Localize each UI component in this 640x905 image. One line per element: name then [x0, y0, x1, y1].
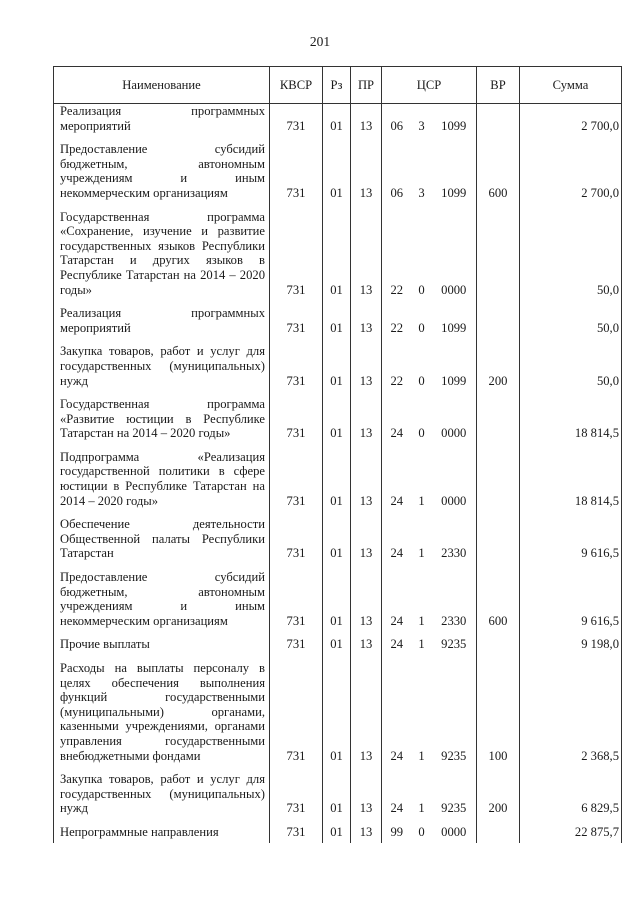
row-kvsr: 731: [270, 661, 323, 772]
header-kvsr: КВСР: [270, 67, 323, 104]
row-pr: 13: [351, 570, 382, 637]
header-sum: Сумма: [520, 67, 622, 104]
row-csr-subprogram: 0: [418, 426, 425, 441]
row-csr-program: 24: [390, 748, 404, 763]
row-name: Обеспечение деятельности Общественной палаты Республики Татарстан: [54, 517, 270, 570]
table-row: [54, 661, 622, 772]
row-csr-program: 24: [390, 613, 404, 628]
row-vr: [477, 306, 520, 344]
table-row: [54, 397, 622, 450]
row-name: Предоставление субсидий бюджетным, автономным учреждениям и иным некоммерческим организациям: [54, 142, 270, 209]
row-sum: 50,0: [520, 210, 622, 307]
row-csr-program: 06: [390, 118, 404, 133]
row-kvsr: 731: [270, 825, 323, 843]
table-row: [54, 450, 622, 517]
row-vr: 200: [477, 344, 520, 397]
row-csr-direction: 0000: [432, 397, 477, 450]
row-csr-program: 22: [390, 320, 404, 335]
row-sum: 50,0: [520, 306, 622, 344]
header-csr: ЦСР: [382, 67, 477, 104]
row-vr: [477, 517, 520, 570]
row-csr-subprogram: 1: [418, 546, 425, 561]
row-name: Прочие выплаты: [54, 637, 270, 661]
row-csr-direction: 0000: [432, 825, 477, 843]
row-csr-program: 22: [390, 373, 404, 388]
row-vr: 600: [477, 142, 520, 209]
row-name: Реализация программных мероприятий: [54, 104, 270, 143]
row-pr: 13: [351, 344, 382, 397]
row-rz: 01: [323, 397, 351, 450]
header-vr: ВР: [477, 67, 520, 104]
row-kvsr: 731: [270, 637, 323, 661]
row-csr-subprogram: 3: [418, 118, 425, 133]
row-kvsr: 731: [270, 306, 323, 344]
row-csr-program: 24: [390, 637, 404, 652]
row-sum: 2 368,5: [520, 661, 622, 772]
row-rz: 01: [323, 210, 351, 307]
row-csr-subprogram: 3: [418, 185, 425, 200]
row-rz: 01: [323, 517, 351, 570]
row-sum: 6 829,5: [520, 772, 622, 825]
row-vr: [477, 210, 520, 307]
row-csr-direction: 9235: [432, 772, 477, 825]
row-rz: 01: [323, 450, 351, 517]
row-csr-direction: 1099: [432, 306, 477, 344]
row-sum: 22 875,7: [520, 825, 622, 843]
row-pr: 13: [351, 104, 382, 143]
row-sum: 9 616,5: [520, 570, 622, 637]
row-rz: 01: [323, 570, 351, 637]
row-pr: 13: [351, 397, 382, 450]
row-csr-direction: 2330: [432, 570, 477, 637]
row-name: Закупка товаров, работ и услуг для государственных (муниципальных) нужд: [54, 344, 270, 397]
table-row: [54, 142, 622, 209]
row-kvsr: 731: [270, 772, 323, 825]
row-pr: 13: [351, 825, 382, 843]
table-row: [54, 344, 622, 397]
row-pr: 13: [351, 772, 382, 825]
table-header: [54, 67, 622, 104]
row-csr-subprogram: 1: [418, 748, 425, 763]
row-csr-program: 99: [390, 824, 404, 839]
row-rz: 01: [323, 661, 351, 772]
row-pr: 13: [351, 142, 382, 209]
row-vr: [477, 397, 520, 450]
row-csr-subprogram: 1: [418, 493, 425, 508]
header-pr: ПР: [351, 67, 382, 104]
header-name: Наименование: [54, 67, 270, 104]
row-pr: 13: [351, 661, 382, 772]
row-csr-direction: 0000: [432, 450, 477, 517]
table-row: [54, 825, 622, 843]
row-sum: 2 700,0: [520, 104, 622, 143]
row-csr-direction: 1099: [432, 142, 477, 209]
row-vr: 100: [477, 661, 520, 772]
row-csr-program: 06: [390, 185, 404, 200]
row-sum: 9 616,5: [520, 517, 622, 570]
row-csr-subprogram: 0: [418, 282, 425, 297]
row-vr: [477, 450, 520, 517]
row-rz: 01: [323, 142, 351, 209]
row-rz: 01: [323, 825, 351, 843]
row-kvsr: 731: [270, 397, 323, 450]
row-vr: [477, 104, 520, 143]
row-csr-program: 24: [390, 801, 404, 816]
table-row: [54, 517, 622, 570]
row-kvsr: 731: [270, 210, 323, 307]
table-row: [54, 306, 622, 344]
row-rz: 01: [323, 306, 351, 344]
row-vr: [477, 825, 520, 843]
row-name: Предоставление субсидий бюджетным, автономным учреждениям и иным некоммерческим организациям: [54, 570, 270, 637]
row-csr-program: 24: [390, 546, 404, 561]
row-sum: 18 814,5: [520, 397, 622, 450]
row-rz: 01: [323, 344, 351, 397]
row-csr-subprogram: 1: [418, 637, 425, 652]
row-vr: 200: [477, 772, 520, 825]
table-row: [54, 772, 622, 825]
row-csr-subprogram: 1: [418, 613, 425, 628]
row-csr-direction: 0000: [432, 210, 477, 307]
table-row: [54, 637, 622, 661]
page-number: 201: [309, 34, 331, 49]
row-kvsr: 731: [270, 570, 323, 637]
row-pr: 13: [351, 210, 382, 307]
row-name: Государственная программа «Развитие юстиции в Республике Татарстан на 2014 – 2020 годы»: [54, 397, 270, 450]
row-csr-direction: 1099: [432, 104, 477, 143]
row-csr-direction: 9235: [432, 661, 477, 772]
row-pr: 13: [351, 637, 382, 661]
table-row: [54, 104, 622, 143]
row-csr-program: 22: [390, 282, 404, 297]
row-name: Подпрограмма «Реализация государственной политики в сфере юстиции в Республике Татарстан на 2014 – 2020 годы»: [54, 450, 270, 517]
row-csr-subprogram: 0: [418, 320, 425, 335]
row-csr-direction: 2330: [432, 517, 477, 570]
row-name: Государственная программа «Сохранение, изучение и развитие государственных языков Республики Татарстан и других языков в Республике Татарстан на 2014 – 2020 годы»: [54, 210, 270, 307]
table-row: [54, 210, 622, 307]
header-rz: Рз: [323, 67, 351, 104]
row-csr-program: 24: [390, 493, 404, 508]
row-rz: 01: [323, 637, 351, 661]
row-rz: 01: [323, 104, 351, 143]
budget-table: [53, 66, 622, 843]
row-csr-program: 24: [390, 426, 404, 441]
row-name: Непрограммные направления: [54, 825, 270, 843]
row-rz: 01: [323, 772, 351, 825]
row-kvsr: 731: [270, 450, 323, 517]
table-row: [54, 570, 622, 637]
row-name: Закупка товаров, работ и услуг для государственных (муниципальных) нужд: [54, 772, 270, 825]
row-sum: 9 198,0: [520, 637, 622, 661]
row-csr-subprogram: 0: [418, 373, 425, 388]
row-vr: 600: [477, 570, 520, 637]
row-name: Расходы на выплаты персоналу в целях обеспечения выполнения функций государственными (муниципальными) органами, казенными учреждениями, органами управления государственными внебюджетными фондами: [54, 661, 270, 772]
row-pr: 13: [351, 306, 382, 344]
row-csr-subprogram: 1: [418, 801, 425, 816]
row-csr-direction: 9235: [432, 637, 477, 661]
row-pr: 13: [351, 450, 382, 517]
row-sum: 50,0: [520, 344, 622, 397]
row-kvsr: 731: [270, 344, 323, 397]
row-kvsr: 731: [270, 104, 323, 143]
row-csr-direction: 1099: [432, 344, 477, 397]
row-sum: 18 814,5: [520, 450, 622, 517]
row-name: Реализация программных мероприятий: [54, 306, 270, 344]
row-vr: [477, 637, 520, 661]
row-sum: 2 700,0: [520, 142, 622, 209]
row-csr-subprogram: 0: [418, 824, 425, 839]
row-kvsr: 731: [270, 517, 323, 570]
row-pr: 13: [351, 517, 382, 570]
row-kvsr: 731: [270, 142, 323, 209]
